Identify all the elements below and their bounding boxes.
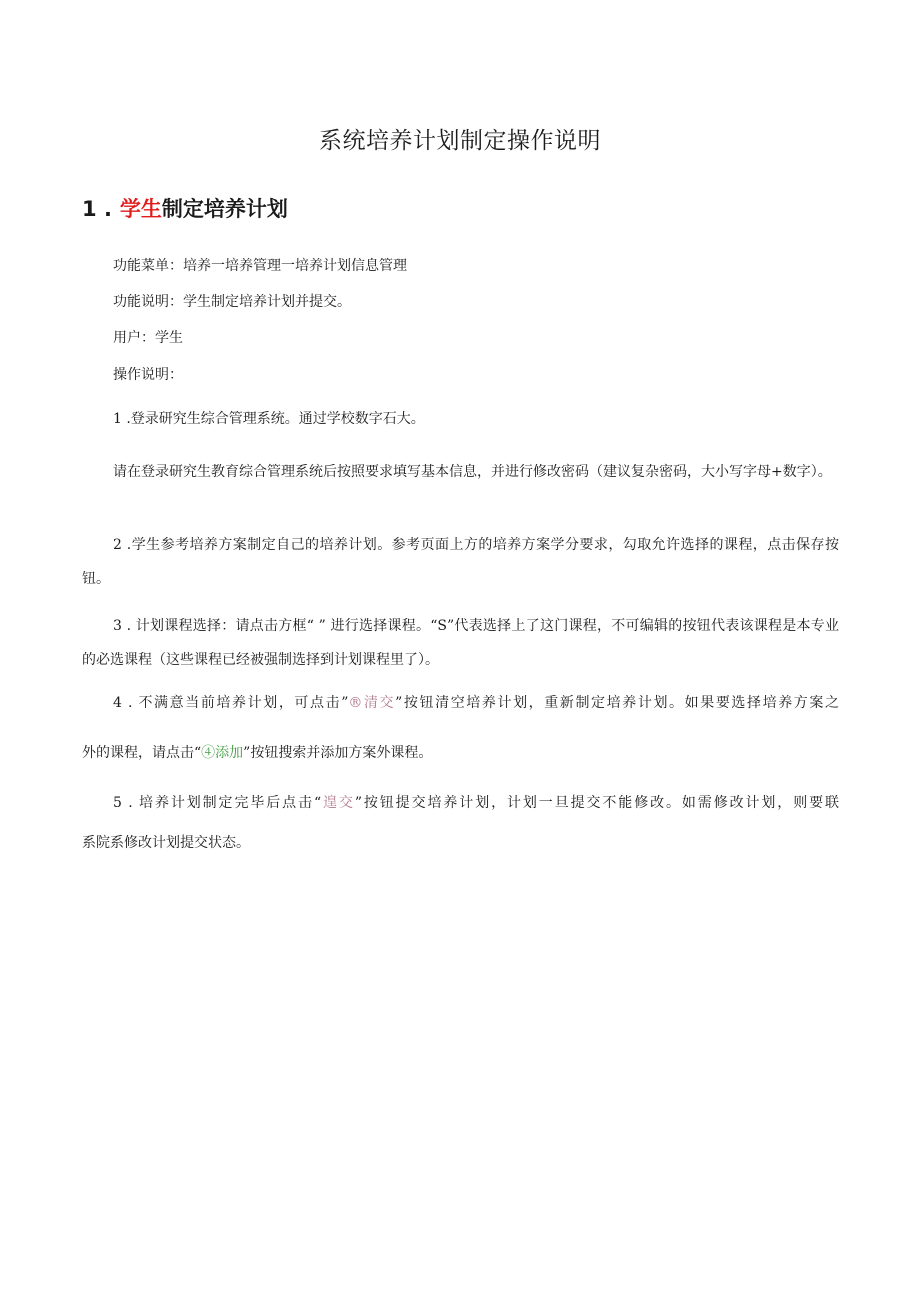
submit-button-label: 遑交: [321, 795, 355, 811]
clear-button-label: ®清交: [348, 695, 396, 711]
step-5: [82, 786, 839, 820]
step-4: [82, 686, 839, 720]
section-title-rest: 制定培养计划: [161, 197, 288, 221]
step-5-line-1: 5 . 培养计划制定完毕后点击“遑交”按钮提交培养计划，计划一旦提交不能修改。如需修改计划，则要联: [113, 795, 839, 811]
section-highlight: 学生: [119, 197, 162, 221]
step-1: 1 .登录研究生综合管理系统。通过学校数字石大。: [113, 411, 425, 427]
step-3: 3 . 计划课程选择：请点击方框“ ” 进行选择课程。“S”代表选择上了这门课程，不可编辑的按钮代表该课程是本专业的必选课程（这些课程已经被强制选择到计划课程里了）。: [82, 618, 839, 668]
step-4-line-1: 4 . 不满意当前培养计划，可点击”®清交”按钮清空培养计划，重新制定培养计划。如果要选择培养方案之: [113, 695, 840, 711]
section-heading: [82, 193, 288, 223]
step-4-line-2: 外的课程，请点击“④添加”按钮搜索并添加方案外课程。: [82, 745, 433, 761]
step-1-paragraph: 请在登录研究生教育综合管理系统后按照要求填写基本信息，并进行修改密码（建议复杂密码，大小写字母+数字）。: [113, 464, 832, 480]
add-button-label: ④添加: [201, 745, 244, 761]
function-desc-line: 功能说明：学生制定培养计划并提交。: [113, 294, 351, 310]
ops-line: 操作说明：: [113, 367, 183, 383]
document-title: 系统培养计划制定操作说明: [319, 128, 601, 154]
step-2: 2 .学生参考培养方案制定自己的培养计划。参考页面上方的培养方案学分要求，勾取允许选择的课程，点击保存按钮。: [82, 537, 839, 587]
section-number: 1 .: [82, 197, 112, 221]
step-5-line-2: 系院系修改计划提交状态。: [82, 835, 250, 851]
user-line: 用户：学生: [113, 330, 183, 346]
menu-line: 功能菜单：培养一培养管理一培养计划信息管理: [113, 258, 407, 274]
